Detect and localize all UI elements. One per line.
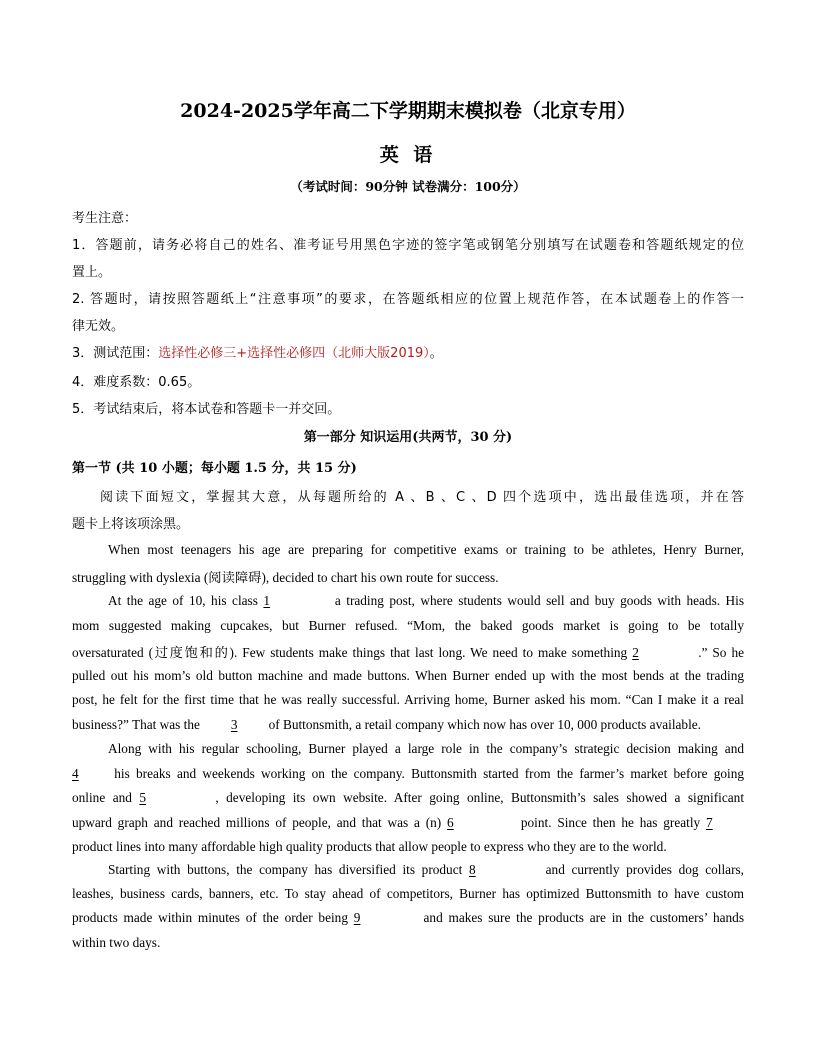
passage-line-14: [108, 862, 744, 878]
blank-9: 9: [353, 910, 361, 925]
passage-text: At the age of 10, his class: [108, 593, 258, 608]
passage-line-11: [72, 790, 744, 806]
passage-line-3: [108, 593, 744, 609]
notice-item-5: 5．考试结束后，将本试卷和答题卡一并交回。: [72, 402, 341, 417]
part-one-heading: 第一部分 知识运用(共两节，30 分): [303, 430, 513, 445]
blank-5: 5: [139, 790, 147, 805]
instruction-line-1: 阅读下面短文，掌握其大意，从每题所给的 A 、B 、C 、D 四个选项中，选出最佳选项，并在答: [100, 490, 744, 505]
passage-text: upward graph and reached millions of people, and that was a (n): [72, 815, 442, 830]
passage-text: products made within minutes of the order being: [72, 910, 348, 925]
passage-text: a trading post, where students would sell and buy goods with heads. His: [334, 593, 745, 608]
notice-item-4: 4．难度系数：0.65。: [72, 375, 201, 390]
passage-text: business?” That was the: [72, 717, 200, 732]
exam-title: 2024-2025学年高二下学期期末模拟卷（北京专用）: [180, 100, 636, 122]
blank-7: 7: [706, 815, 713, 830]
passage-line-12: [72, 815, 744, 831]
passage-line-10: [72, 766, 744, 782]
blank-3: 3: [230, 717, 238, 732]
passage-text: of Buttonsmith, a retail company which now has over 10, 000 products available.: [268, 717, 701, 732]
passage-line-13: product lines into many affordable high quality products that allow people to express who they are to the world.: [72, 839, 667, 854]
notice-item-3-prefix: 3．测试范围：: [72, 346, 159, 361]
blank-1: 1: [263, 593, 271, 608]
passage-line-5: [72, 642, 744, 661]
blank-8: 8: [468, 862, 476, 877]
passage-line-17: within two days.: [72, 935, 161, 950]
passage-line-16: [72, 910, 744, 926]
notice-item-2-line-1: 2. 答题时，请按照答题纸上“注意事项”的要求，在答题纸相应的位置上规范作答，在本试题卷上的作答一: [72, 292, 744, 307]
passage-text: oversaturated (过度饱和的). Few students make things that last long. We need to make something: [72, 645, 628, 660]
passage-text: his breaks and weekends working on the company. Buttonsmith started from the farmer’s market before going: [114, 766, 744, 781]
notice-item-3: [72, 342, 443, 361]
blank-4: 4: [72, 766, 79, 781]
notice-item-2-line-2: 律无效。: [72, 319, 125, 334]
notice-heading: 考生注意：: [72, 211, 138, 226]
blank-6: 6: [447, 815, 454, 830]
passage-line-15: leashes, business cards, banners, etc. To stay ahead of competitors, Burner has optimized Buttonsmith to have custom: [72, 886, 744, 901]
passage-line-8: [72, 717, 701, 733]
passage-line-1: When most teenagers his age are preparing for competitive exams or training to be athletes, Henry Burner,: [108, 542, 744, 557]
notice-item-1-line-1: 1．答题前，请务必将自己的姓名、准考证号用黑色字迹的签字笔或钢笔分别填写在试题卷和答题纸规定的位: [72, 238, 744, 253]
passage-text: , developing its own website. After going online, Buttonsmith’s sales showed a significant: [215, 790, 745, 805]
passage-text: and currently provides dog collars,: [545, 862, 744, 877]
notice-item-1-line-2: 置上。: [72, 265, 112, 280]
passage-line-6: pulled out his mom’s old button machine and made buttons. When Burner ended up with the most bends at the trading: [72, 668, 744, 683]
passage-text: Starting with buttons, the company has diversified its product: [108, 862, 463, 877]
blank-2: 2: [632, 645, 639, 660]
notice-item-3-suffix: 。: [429, 346, 443, 361]
passage-line-2: struggling with dyslexia (阅读障碍), decided to chart his own route for success.: [72, 570, 499, 585]
passage-text: online and: [72, 790, 132, 805]
exam-time-and-score: （考试时间：90分钟 试卷满分：100分）: [290, 179, 526, 194]
passage-text: point. Since then he has greatly: [520, 815, 701, 830]
section-one-heading: 第一节 (共 10 小题；每小题 1.5 分，共 15 分): [72, 461, 357, 476]
instruction-line-2: 题卡上将该项涂黑。: [72, 517, 190, 532]
passage-text: .” So he: [698, 645, 744, 660]
subject-title: 英 语: [379, 144, 437, 166]
passage-text: and makes sure the products are in the customers’ hands: [423, 910, 744, 925]
passage-line-9: Along with his regular schooling, Burner played a large role in the company’s strategic decision making and: [108, 741, 744, 756]
test-scope: 选择性必修三+选择性必修四（北师大版2019）: [158, 346, 430, 361]
passage-line-4: mom suggested making cupcakes, but Burner refused. “Mom, the baked goods market is going to be totally: [72, 618, 744, 633]
passage-line-7: post, he felt for the first time that he was really successful. Arriving home, Burner asked his mom. “Can I make it a real: [72, 692, 744, 707]
